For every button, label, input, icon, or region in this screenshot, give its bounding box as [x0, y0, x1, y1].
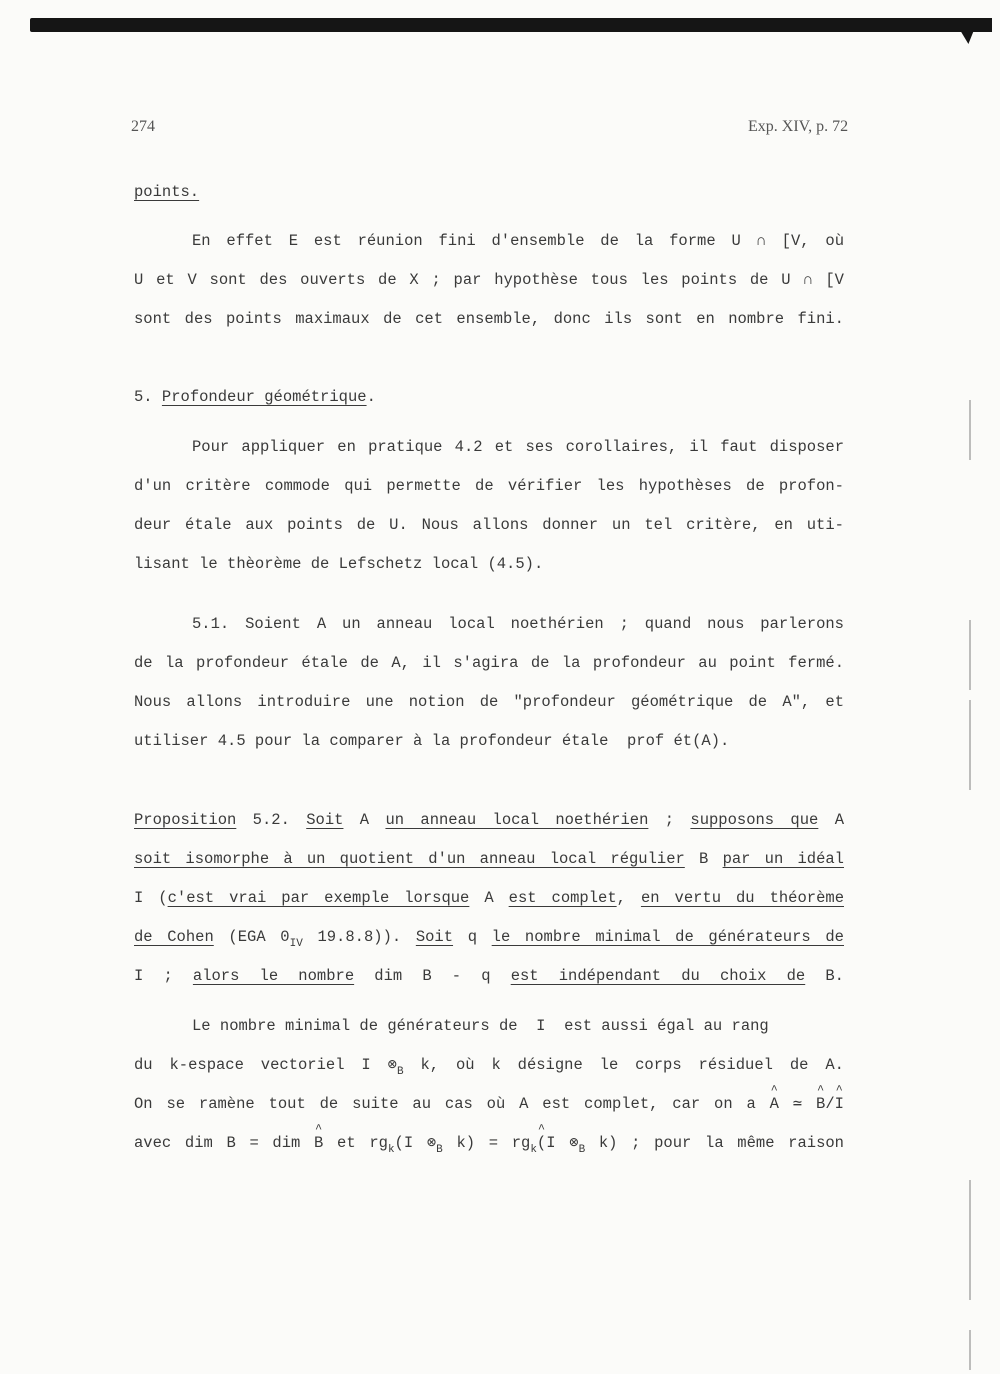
proposition-line: I ; alors le nombre dim B - q est indépendant du choix de B. — [134, 967, 844, 985]
section-title: Profondeur géométrique — [161, 388, 367, 406]
text-line: deur étale aux points de U. Nous allons donner un tel critère, en uti- — [134, 516, 844, 534]
page-number: 274 — [131, 118, 155, 135]
text-line: d'un critère commode qui permette de vérifier les hypothèses de profon- — [134, 477, 844, 495]
proposition-line: de Cohen (EGA $0_{IV}$ 19.8.8)). Soit q le nombre minimal de générateurs de — [134, 928, 844, 950]
running-title: Exp. XIV, p. 72 — [748, 118, 849, 135]
scan-margin-mark — [969, 1180, 971, 1300]
scan-margin-mark — [969, 400, 971, 460]
text-line — [134, 181, 844, 203]
text-line: lisant le thèorème de Lefschetz local (4.5). — [134, 555, 544, 573]
text-line: On se ramène tout de suite au cas où A est complet, car on a ^ A ≃ ^ B/^ I — [134, 1093, 844, 1115]
text-line: avec dim B = dim ^ B et $rg_k(I$ $\otimes_B$ $k) = rg_k\^{}$ (I $\otimes_B$ k) ; pour la même raison — [134, 1132, 844, 1161]
text-line: U et V sont des ouverts de X ; par hypothèse tous les points de U ∩ [V — [134, 271, 844, 289]
text-line: Pour appliquer en pratique 4.2 et ses corollaires, il faut disposer — [192, 438, 844, 456]
scan-margin-mark — [969, 700, 971, 790]
text-line: Le nombre minimal de générateurs de I est aussi égal au rang — [192, 1017, 769, 1035]
text-fragment: points. — [134, 183, 200, 201]
scan-top-border — [30, 18, 992, 32]
scan-border-tail — [960, 30, 974, 44]
text-line: de la profondeur étale de A, il s'agira de la profondeur au point fermé. — [134, 654, 844, 672]
scan-margin-mark — [969, 1330, 971, 1370]
proposition-line: Proposition 5.2. Soit A un anneau local noethérien ; supposons que A — [134, 811, 844, 829]
text-line: En effet E est réunion fini d'ensemble de la forme U ∩ [V, où — [192, 232, 844, 250]
proposition-line: soit isomorphe à un quotient d'un anneau local régulier B par un idéal — [134, 850, 844, 868]
text-line: du k-espace vectoriel I $\otimes_B$ k, où k désigne le corps résiduel de A. — [134, 1056, 844, 1078]
section-heading: 5. Profondeur géométrique. — [134, 388, 376, 406]
text-line: utiliser 4.5 pour la comparer à la profondeur étale prof ét(A). — [134, 732, 730, 750]
text-line: 5.1. Soient A un anneau local noethérien ; quand nous parlerons — [192, 615, 844, 633]
text-line: sont des points maximaux de cet ensemble, donc ils sont en nombre fini. — [134, 310, 844, 328]
proposition-line: I (c'est vrai par exemple lorsque A est complet, en vertu du théorème — [134, 889, 844, 907]
scan-margin-mark — [969, 620, 971, 690]
text-line: Nous allons introduire une notion de "profondeur géométrique de A", et — [134, 693, 845, 711]
